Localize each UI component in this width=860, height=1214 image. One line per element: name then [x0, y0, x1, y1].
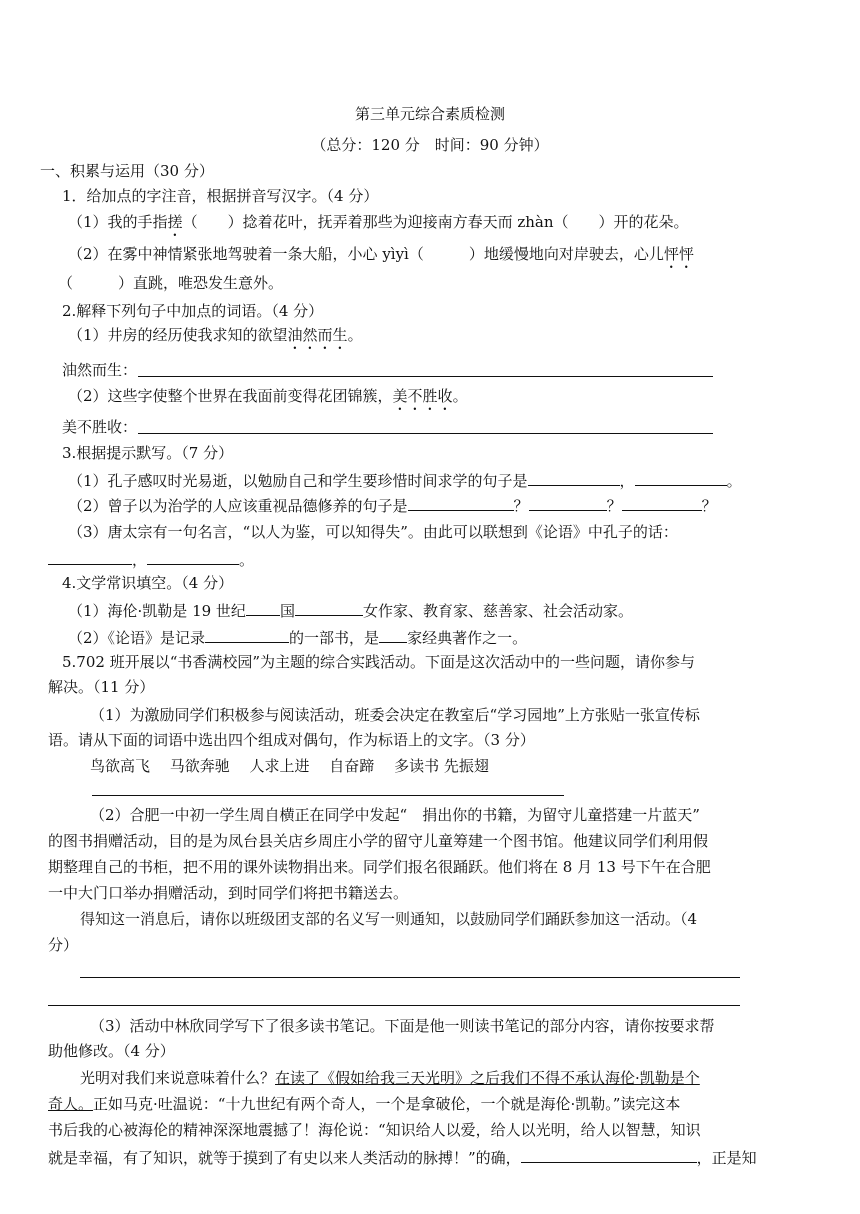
- q5-underlined-sentence-2: 奇人。: [48, 1095, 94, 1113]
- q4-blank-3[interactable]: [205, 626, 289, 643]
- q5-note-line-4: [48, 1146, 757, 1168]
- q4-s2-a: （2）《论语》是记录: [68, 629, 206, 647]
- q3-blank-4[interactable]: [529, 494, 607, 511]
- q2-s2-b: 。: [452, 387, 468, 405]
- q3-sentence-2: [68, 494, 717, 516]
- q3-blank-3[interactable]: [408, 494, 514, 511]
- q3-s1-period: 。: [726, 472, 742, 490]
- q5-note-4b: ，正是知: [696, 1149, 757, 1167]
- q5-p2-line-3: 期整理自己的书柜，把不用的课外读物捐出来。同学们报名很踊跃。他们将在 8 月 13 号下午在合肥: [48, 858, 711, 876]
- q5-p1-line-1: （1）为激励同学们积极参与阅读活动，班委会决定在教室后“学习园地”上方张贴一张宣传标: [90, 706, 700, 724]
- q2-label-2: 美不胜收：: [62, 418, 138, 436]
- q5-p2-line-6: 分）: [48, 936, 79, 954]
- q3-sentence-1: [68, 469, 742, 491]
- q2-answer-line-2[interactable]: [138, 433, 713, 434]
- q5-note-line-2: [48, 1094, 680, 1114]
- q1-line-1-a: （1）我的手指: [68, 213, 168, 231]
- q1-line-1: [68, 212, 689, 240]
- q3-s2-q2: ？: [606, 497, 622, 515]
- q5-p2-line-2: 的图书捐赠活动，目的是为凤台县关店乡周庄小学的留守儿童筹建一个图书馆。他建议同学们利用假: [48, 832, 709, 850]
- q4-blank-1[interactable]: [246, 599, 280, 616]
- q3-s1-comma: ，: [619, 472, 635, 490]
- q1-heading: 1．给加点的字注音，根据拼音写汉字。（4 分）: [62, 187, 379, 205]
- q5-p3-line-1: （3）活动中林欣同学写下了很多读书笔记。下面是他一则读书笔记的部分内容，请你按要求帮: [90, 1017, 715, 1035]
- q5-notice-answer-line-1[interactable]: [80, 977, 740, 978]
- q2-label-1: 油然而生：: [62, 361, 138, 379]
- q2-dotted-word-2: 美不胜收: [392, 387, 453, 405]
- q3-blank-6[interactable]: [48, 548, 132, 565]
- q1-line-2-a: （2）在雾中神情紧张地驾驶着一条大船，小心 yìyì（ ）地缓慢地向对岸驶去，心儿: [68, 245, 664, 263]
- q5-heading-1: 5.702 班开展以“书香满校园”为主题的综合实践活动。下面是这次活动中的一些问题，请你参与: [62, 653, 696, 671]
- q5-note-line-3: 书后我的心被海伦的精神深深地震撼了！海伦说：“知识给人以爱，给人以光明，给人以智慧，知识: [48, 1121, 701, 1139]
- q5-note-line-1: [80, 1068, 700, 1088]
- q4-s2-c: 家经典著作之一。: [407, 629, 528, 647]
- q3-s2-text: （2）曾子以为治学的人应该重视品德修养的句子是: [68, 497, 408, 515]
- q4-heading: 4.文学常识填空。（4 分）: [62, 574, 234, 592]
- q3-s1-text: （1）孔子感叹时光易逝，以勉励自己和学生要珍惜时间求学的句子是: [68, 472, 528, 490]
- q4-sentence-1: [68, 599, 633, 621]
- q2-answer-line-1[interactable]: [138, 376, 713, 377]
- q1-dotted-char: 搓: [167, 213, 183, 231]
- q2-dotted-word-1: 油然而生: [287, 326, 348, 344]
- page-subtitle: （总分：120 分 时间：90 分钟）: [311, 136, 549, 154]
- q1-line-2: [68, 244, 694, 272]
- q2-heading: 2.解释下列句子中加点的词语。（4 分）: [62, 302, 324, 320]
- q3-sentence-3: （3）唐太宗有一句名言，“以人为鉴，可以知得失”。由此可以联想到《论语》中孔子的话：: [68, 523, 678, 541]
- q4-blank-2[interactable]: [295, 599, 363, 616]
- q5-p2-line-4: 一中大门口举办捐赠活动，到时同学们将把书籍送去。: [48, 884, 409, 902]
- q4-s1-c: 女作家、教育家、慈善家、社会活动家。: [362, 602, 633, 620]
- q2-sentence-2: [68, 386, 468, 414]
- q3-blank-1[interactable]: [528, 469, 620, 486]
- q3-s3-comma: ，: [132, 551, 148, 569]
- q3-sentence-3-blanks: [48, 548, 254, 570]
- q4-s1-b: 国: [279, 602, 295, 620]
- q4-blank-4[interactable]: [379, 626, 407, 643]
- q5-slogan-answer-line[interactable]: [92, 795, 564, 796]
- q2-sentence-1: [68, 325, 363, 353]
- q3-blank-5[interactable]: [622, 494, 702, 511]
- q1-dotted-word: 怦怦: [663, 245, 694, 263]
- q3-blank-7[interactable]: [147, 548, 239, 565]
- q5-note-blank[interactable]: [521, 1146, 697, 1163]
- q5-underlined-sentence-1: 在读了《假如给我三天光明》之后我们不得不承认海伦·凯勒是个: [275, 1069, 700, 1087]
- q5-p2-line-5: 得知这一消息后，请你以班级团支部的名义写一则通知，以鼓励同学们踊跃参加这一活动。（4: [80, 910, 698, 928]
- q5-note-4a: 就是幸福，有了知识，就等于摸到了有史以来人类活动的脉搏！”的确，: [48, 1149, 521, 1167]
- q5-p3-line-2: 助他修改。（4 分）: [48, 1042, 175, 1060]
- q2-s1-a: （1）井房的经历使我求知的欲望: [68, 326, 288, 344]
- q3-s2-q1: ？: [513, 497, 529, 515]
- q1-line-1-b: （ ）捻着花叶，抚弄着那些为迎接南方春天而 zhàn（ ）开的花朵。: [182, 213, 689, 231]
- q5-p2-line-1: （2）合肥一中初一学生周自横正在同学中发起“ 捐出你的书籍，为留守儿童搭建一片蓝天”: [90, 806, 700, 824]
- q5-note-1a: 光明对我们来说意味着什么？: [80, 1069, 276, 1087]
- q1-line-3: （ ）直跳，唯恐发生意外。: [58, 274, 284, 292]
- q2-s2-a: （2）这些字使整个世界在我面前变得花团锦簇，: [68, 387, 393, 405]
- q5-p1-line-2: 语。请从下面的词语中选出四个组成对偶句，作为标语上的文字。（3 分）: [48, 731, 535, 749]
- q4-s1-a: （1）海伦·凯勒是 19 世纪: [68, 602, 246, 620]
- q5-notice-answer-line-2[interactable]: [48, 1005, 740, 1006]
- q3-s2-q3: ？: [701, 497, 717, 515]
- q5-word-list: 鸟欲高飞 马欲奔驰 人求上进 自奋蹄 多读书 先振翅: [90, 757, 489, 775]
- q3-heading: 3.根据提示默写。（7 分）: [62, 444, 234, 462]
- section-1-heading: 一、积累与运用（30 分）: [40, 162, 214, 180]
- q5-heading-2: 解决。（11 分）: [48, 678, 155, 696]
- q4-sentence-2: [68, 626, 527, 648]
- q3-blank-2[interactable]: [635, 469, 727, 486]
- q4-s2-b: 的一部书，是: [289, 629, 380, 647]
- page-title: 第三单元综合素质检测: [354, 105, 505, 123]
- q3-s3-period: 。: [239, 551, 255, 569]
- q5-note-2b: 正如马克·吐温说：“十九世纪有两个奇人，一个是拿破伦，一个就是海伦·凯勒。”读完这本: [93, 1095, 681, 1113]
- q2-s1-b: 。: [347, 326, 363, 344]
